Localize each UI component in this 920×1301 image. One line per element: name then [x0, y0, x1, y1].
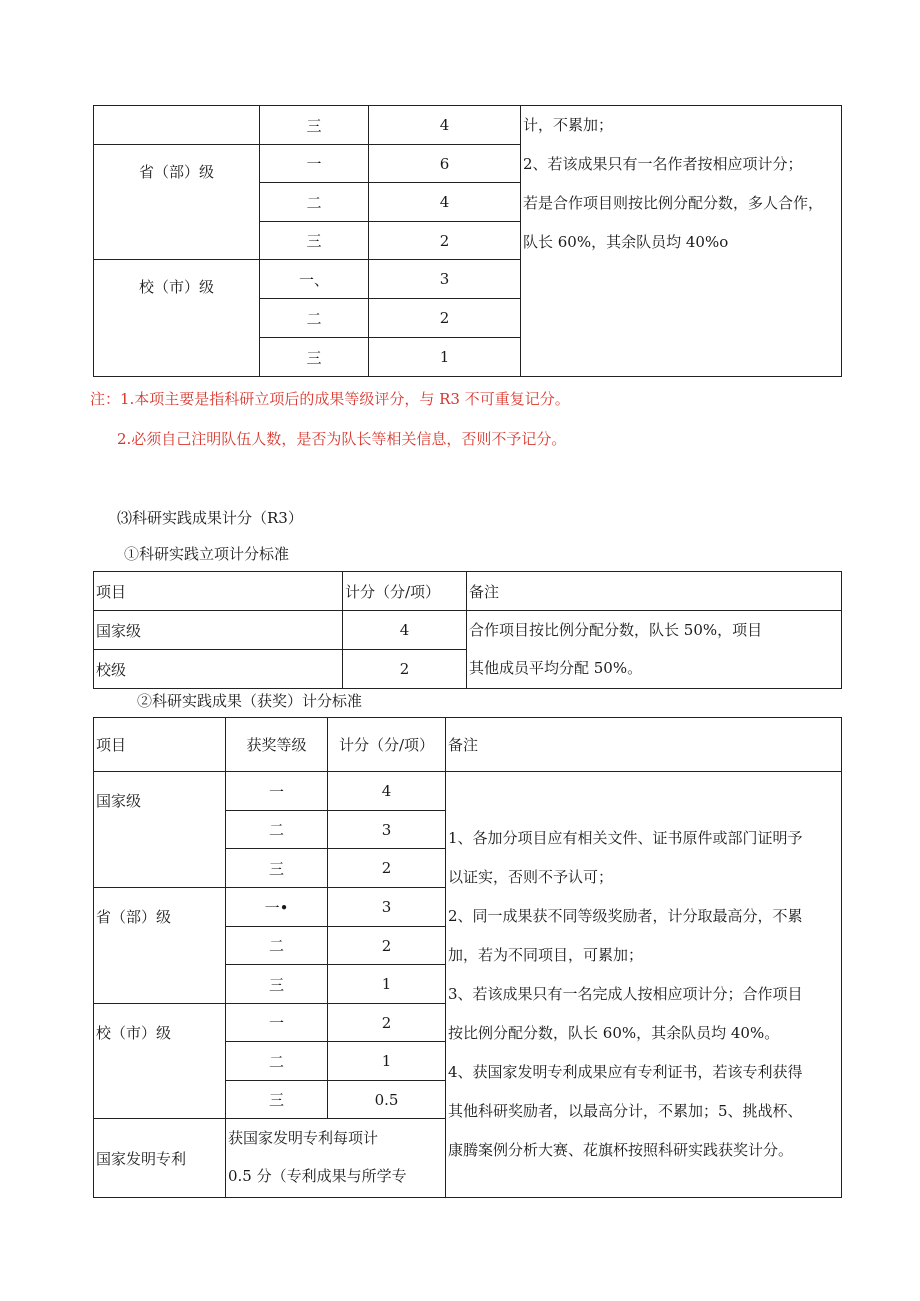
grade-cell: 三 [260, 222, 369, 260]
grade-cell: 一 [260, 145, 369, 183]
score-cell: 1 [328, 965, 446, 1004]
column-header: 项目 [94, 718, 226, 772]
remark-cell: 合作项目按比例分配分数，队长 50%，项目 其他成员平均分配 50%。 [467, 611, 842, 689]
remark-text: 计，不累加； 2、若该成果只有一名作者按相应项计分； 若是合作项目则按比例分配分数，多人合作， 队长 60%，其余队员均 40%o [523, 116, 824, 251]
section-title: ⑶科研实践成果计分（R3） [117, 509, 303, 527]
table-2 [93, 571, 842, 689]
level-cell: 校（市）级 [94, 260, 260, 377]
score-cell: 4 [369, 106, 521, 145]
grade-cell: 三 [260, 338, 369, 377]
grade-cell: 二 [226, 927, 328, 965]
score-cell: 3 [369, 260, 521, 299]
level-cell: 国家级 [94, 772, 226, 888]
score-cell: 2 [328, 849, 446, 888]
score-cell: 1 [328, 1042, 446, 1081]
score-cell: 2 [328, 927, 446, 965]
level-cell: 省（部）级 [94, 145, 260, 260]
table-header-row [94, 718, 842, 772]
patent-desc-cell: 获国家发明专利每项计 0.5 分（专利成果与所学专 [226, 1119, 446, 1198]
column-header: 计分（分/项） [343, 572, 467, 611]
grade-cell: 一• [226, 888, 328, 927]
grade-cell: 三 [226, 965, 328, 1004]
item-cell: 国家级 [94, 611, 343, 650]
table-3 [93, 717, 842, 1198]
score-cell: 0.5 [328, 1081, 446, 1119]
column-header: 计分（分/项） [328, 718, 446, 772]
score-cell: 2 [328, 1004, 446, 1042]
subsection-title-1: ①科研实践立项计分标准 [124, 545, 290, 563]
score-cell: 1 [369, 338, 521, 377]
column-header: 项目 [94, 572, 343, 611]
grade-cell: 一、 [260, 260, 369, 299]
score-cell: 3 [328, 888, 446, 927]
remark-cell [446, 772, 842, 1198]
score-cell: 2 [343, 650, 467, 689]
level-cell: 省（部）级 [94, 888, 226, 1004]
item-cell: 校级 [94, 650, 343, 689]
grade-cell: 二 [226, 811, 328, 849]
table-header-row [94, 572, 842, 611]
grade-cell: 三 [226, 1081, 328, 1119]
column-header: 获奖等级 [226, 718, 328, 772]
column-header: 备注 [446, 718, 842, 772]
grade-cell: 二 [260, 299, 369, 338]
level-cell: 校（市）级 [94, 1004, 226, 1119]
score-cell: 4 [328, 772, 446, 811]
grade-cell: 一 [226, 1004, 328, 1042]
remark-cell [521, 106, 842, 377]
note-1: 注：1.本项主要是指科研立项后的成果等级评分，与 R3 不可重复记分。 [90, 390, 570, 408]
score-cell: 4 [369, 183, 521, 222]
score-cell: 2 [369, 299, 521, 338]
remark-text: 1、各加分项目应有相关文件、证书原件或部门证明予 以证实，否则不予认可； 2、同一成果获不同等级奖励者，计分取最高分，不累 加，若为不同项目，可累加； 3、若该成果只有一名完成人按相应项计分；合作项目 按比例分配分数，队长 60%，其余队员均 40%。 4、获国家发明专利成果应有专利证书，若该专利获得 其他科研奖励者，以最高分计，不累加；5、挑战杯、 康腾案例分析大赛、花旗杯按照科研实践获奖计分。 [448, 829, 803, 1159]
grade-cell: 三 [226, 849, 328, 888]
score-cell: 2 [369, 222, 521, 260]
grade-cell: 一 [226, 772, 328, 811]
grade-cell: 二 [260, 183, 369, 222]
column-header: 备注 [467, 572, 842, 611]
score-cell: 6 [369, 145, 521, 183]
table-1 [93, 105, 842, 377]
note-2: 2.必须自己注明队伍人数，是否为队长等相关信息，否则不予记分。 [117, 430, 567, 448]
level-cell [94, 106, 260, 145]
table-row [94, 611, 842, 650]
subsection-title-2: ②科研实践成果（获奖）计分标准 [137, 692, 363, 710]
grade-cell: 三 [260, 106, 369, 145]
grade-cell: 二 [226, 1042, 328, 1081]
table-row [94, 106, 842, 145]
table-row [94, 772, 842, 811]
item-cell: 国家发明专利 [94, 1119, 226, 1198]
score-cell: 4 [343, 611, 467, 650]
score-cell: 3 [328, 811, 446, 849]
